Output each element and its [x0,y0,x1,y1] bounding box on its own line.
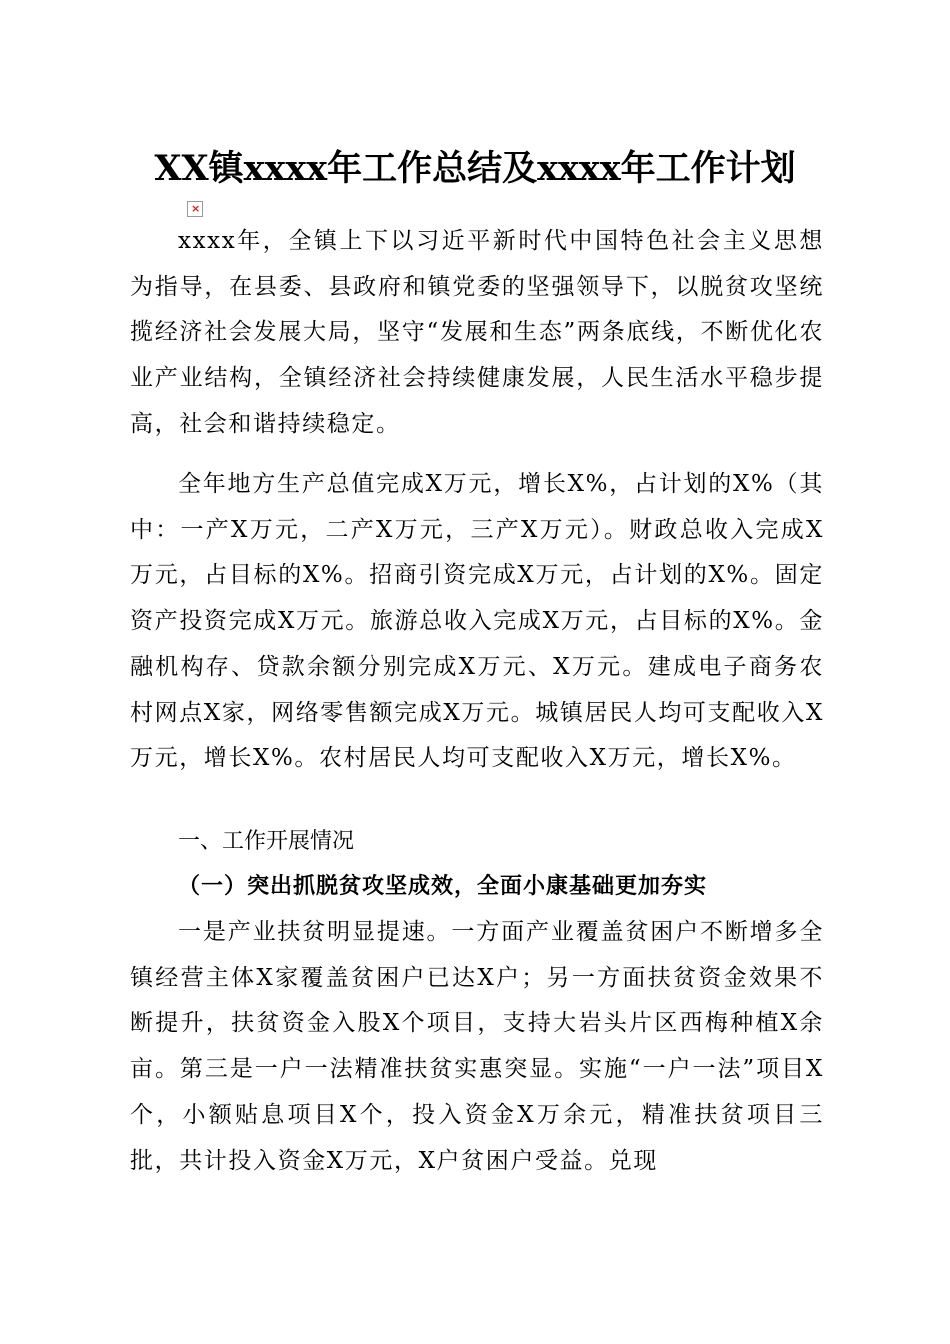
statistics-paragraph: 全年地方生产总值完成X万元，增长X%，占计划的X%（其中：一产X万元，二产X万元，三产X万元）。财政总收入完成X万元，占目标的X%。招商引资完成X万元，占计划的X%。固定资产投资完成X万元。旅游总收入完成X万元，占目标的X%。金融机构存、贷款余额分别完成X万元、X万元。建成电子商务农村网点X家，网络零售额完成X万元。城镇居民人均可支配收入X万元，增长X%。农村居民人均可支配收入X万元，增长X%。 [130,471,824,772]
subsection-heading: （一）突出抓脱贫攻坚成效，全面小康基础更加夯实 [178,873,708,899]
intro-paragraph: xxxx年，全镇上下以习近平新时代中国特色社会主义思想为指导，在县委、县政府和镇党委的坚强领导下，以脱贫攻坚统揽经济社会发展大局，坚守“发展和生态”两条底线，不断优化农业产业结构，全镇经济社会持续健康发展，人民生活水平稳步提高，社会和谐持续稳定。 [130,228,824,437]
document-title: XX镇xxxx年工作总结及xxxx年工作计划 [154,148,796,189]
section-heading: 一、工作开展情况 [178,829,355,854]
broken-image-icon: × [187,201,203,217]
poverty-alleviation-paragraph: 一是产业扶贫明显提速。一方面产业覆盖贫困户不断增多全镇经营主体X家覆盖贫困户已达X户；另一方面扶贫资金效果不断提升，扶贫资金入股X个项目，支持大岩头片区西梅种植X余亩。第三是一户一法精准扶贫实惠突显。实施“一户一法”项目X个，小额贴息项目X个，投入资金X万余元，精准扶贫项目三批，共计投入资金X万元，X户贫困户受益。兑现 [130,919,824,1174]
